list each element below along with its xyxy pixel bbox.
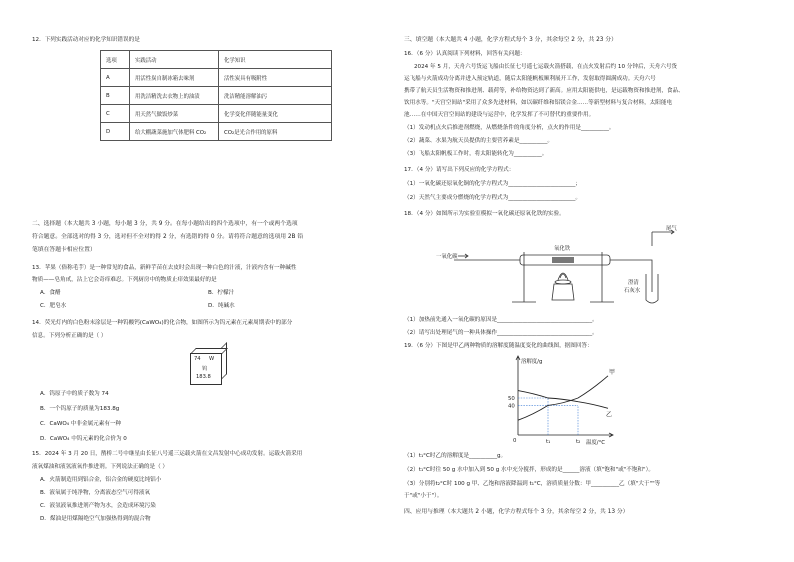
q16-passage-4: 饮用水等。"天宫空间站"采用了众多先进材料，如以碳纤维和铝镁合金……等新型材料与复合材料，太阳能电	[404, 100, 673, 106]
q16-passage-5: 池……在中国天宫空间站的建设与运营中，化学发挥了不可替代的重要作用。	[404, 112, 595, 118]
series-label-jia: 甲	[609, 368, 616, 376]
q13-option-b: B．柠檬汁	[208, 290, 235, 296]
q19-head: 19．（6 分）下图是甲乙两种物质的溶解度随温度变化的曲线图，据图回答：	[404, 343, 593, 349]
y-axis-label: 溶解度/g	[521, 359, 543, 365]
q18-head: 18．（4 分）如图所示为实验室模拟一氧化碳还原氧化铁的实验。	[404, 211, 565, 217]
q17-head: 17．（4 分）请写出下列反应的化学方程式：	[404, 167, 515, 173]
table-cell: 洗洁精能溶解油污	[219, 87, 332, 105]
q14-line1: 14．荧光灯内的白色粉末涂层是一种钨酸钙(CaWO₄)的化合物，如图所示为钨元素在元素周期表中的部分	[32, 320, 293, 326]
table-row	[101, 51, 332, 69]
q18-sub2: （2）请写出处理尾气的一种具体操作__________________________________。	[404, 330, 598, 336]
q12-stem: 12．下列实践活动对应的化学知识错误的是	[32, 37, 140, 43]
q13-option-c: C．肥皂水	[40, 303, 67, 309]
q14-option-a: A．钨原子中的质子数为 74	[40, 391, 109, 397]
table-cell: 活性炭具有吸附性	[219, 69, 332, 87]
table-cell: CO₂是光合作用的原料	[219, 123, 332, 141]
q16-head: 16．（6 分）认真阅读下列材料，回答有关问题：	[404, 51, 526, 57]
q16-passage-1: 2024 年 5 月，天舟六号货运飞船由长征七号遥七运载火箭搭载，在点火发射后约 10 分钟后，天舟六号货	[414, 64, 678, 70]
q13-option-d: D．纯碱水	[208, 303, 235, 309]
atomic-number: 74	[194, 356, 201, 362]
q14-line2: 信息。下列分析正确的是（ ）	[32, 333, 107, 339]
tail-gas-label: 尾气	[666, 226, 677, 232]
series-label-yi: 乙	[606, 411, 613, 419]
q15-option-d: D．煤油是用煤隔绝空气加强热得到的混合物	[40, 516, 151, 522]
q15-option-c: C．液氢液氧推进剂产物为水，会造成环境污染	[40, 503, 156, 509]
q12-table	[100, 50, 332, 141]
table-cell: 化学变化伴随能量变化	[219, 105, 332, 123]
q15-option-b: B．液氧属于纯净物，分离液态空气可得液氧	[40, 490, 151, 496]
q15-line1: 15．2024 年 3 月 20 日，鹊桥二号中继星由长征八号遥三运载火箭在文昌发射中心成功发射。运载火箭采用	[32, 451, 303, 457]
q13-option-a: A．食醋	[40, 290, 61, 296]
table-row	[101, 69, 332, 87]
table-cell: 用洗洁精洗去衣物上的油渍	[130, 87, 219, 105]
atomic-mass: 183.8	[196, 374, 211, 380]
q17-sub2: （2）天然气主要成分燃烧的化学方程式为________________________。	[404, 195, 581, 201]
table-cell: D	[101, 123, 130, 141]
table-header: 化学知识	[219, 51, 332, 69]
table-cell: C	[101, 105, 130, 123]
table-cell: B	[101, 87, 130, 105]
q19-sub3b: 于"或"小于"）。	[404, 493, 443, 499]
solubility-chart	[504, 351, 624, 447]
table-cell: 给大棚蔬菜施加气体肥料 CO₂	[130, 123, 219, 141]
tile-top	[190, 348, 228, 354]
q19-sub2: （2）t₁°C时往 50 g 水中加入到 50 g 水中充分搅拌，形成的是______溶液（填"饱和"或"不饱和"）。	[404, 467, 654, 473]
origin-label: 0	[513, 438, 517, 444]
q16-sub3: （3）飞船太阳帆板工作时，将太阳能转化为__________。	[404, 151, 548, 157]
q14-option-b: B．一个钨原子的质量为183.8g	[40, 406, 120, 412]
q17-sub1: （1）一氧化碳还原氧化铜的化学方程式为________________________；	[404, 181, 581, 187]
q13-line2: 物质——皂角甙，沾上它会奇痒难忍。下列厨房中的物质止痒效果最好的是	[32, 277, 217, 283]
q16-sub1: （1）发动机点火后推进剂燃烧，从燃烧条件的角度分析，点火的作用是__________。	[404, 125, 615, 131]
q16-sub2: （2）蔬菜、水果为航天员提供的主要营养素是__________。	[404, 138, 553, 144]
table-row	[101, 123, 332, 141]
section3-title: 三、填空题（本大题共 4 小题，化学方程式每个 3 分，其余每空 2 分，共 23 分）	[404, 37, 617, 43]
x-tick-label: t₂	[576, 439, 581, 445]
element-name: 钨	[202, 366, 208, 372]
q19-sub3a: （3）分别将t₂°C时 100 g 甲、乙饱和溶液降温到 t₁°C，溶质质量分数：甲__________乙（填"大于""等	[404, 481, 661, 487]
y-tick-label: 40	[508, 403, 515, 410]
table-header: 实践活动	[130, 51, 219, 69]
element-symbol: W	[209, 356, 215, 362]
q16-passage-3: 携带了航天员生活物资和推进剂、载荷等，补给物资达到了新高。应用太阳能供电，是运载物资和推进剂，食品、	[404, 88, 684, 94]
section2-line3: 笔填在答题卡相应位置）	[32, 247, 96, 253]
q16-passage-2: 运飞船与火箭成功分离并进入预定轨道，随后太阳能帆板顺利展开工作，发射取得圆满成功。天舟六号	[404, 76, 656, 82]
limewater-label-2: 石灰水	[624, 288, 641, 294]
table-cell: A	[101, 69, 130, 87]
q13-line1: 13．苹果（俗称毛芋）是一种常见的食品，新鲜芋苗在去皮时会出现一种白色的汁液，汁液内含有一种碱性	[32, 265, 297, 271]
q18-sub1: （1）加热前先通入一氧化碳的原因是__________________________________。	[404, 317, 598, 323]
q19-sub1: （1）t₁°C时乙的溶解度是__________g。	[404, 453, 507, 459]
co-reduction-apparatus	[434, 222, 694, 308]
q14-option-d: D．CaWO₄ 中钨元素的化合价为 0	[40, 436, 127, 442]
y-tick-label: 50	[508, 396, 515, 402]
x-tick-label: t₁	[546, 439, 551, 445]
co-label: 一氧化碳	[436, 254, 458, 260]
section4-title: 四、应用与推理（本大题共 2 小题，化学方程式每个 3 分，其余每空 2 分，共 13 分）	[404, 509, 629, 515]
q15-line2: 液氧煤油和液氢液氧作推进剂。下列说法正确的是（ ）	[32, 464, 169, 470]
q15-option-a: A．火箭制造用到铝合金，铝合金的硬度比纯铝小	[40, 477, 162, 483]
table-header: 选项	[101, 51, 130, 69]
fe2o3-label: 氧化铁	[554, 246, 571, 252]
table-cell: 用天然气做饭炒菜	[130, 105, 219, 123]
x-axis-label: 温度/°C	[586, 440, 606, 446]
element-tile	[190, 353, 222, 385]
section2-line1: 二、选择题（本大题共 3 小题，每小题 3 分，共 9 分。在每小题给出的四个选项中，有一个或两个选项	[32, 221, 298, 227]
table-row	[101, 105, 332, 123]
table-cell: 用活性炭自制冰箱去味剂	[130, 69, 219, 87]
limewater-label-1: 澄清	[628, 280, 639, 286]
section2-line2: 符合题意。全部选对的得 3 分，选对但不全对的得 2 分，有选错的得 0 分。请将符合题意的选项用 2B 铅	[32, 234, 304, 240]
q14-option-c: C．CaWO₄ 中非金属元素有一种	[40, 421, 122, 427]
table-row	[101, 87, 332, 105]
